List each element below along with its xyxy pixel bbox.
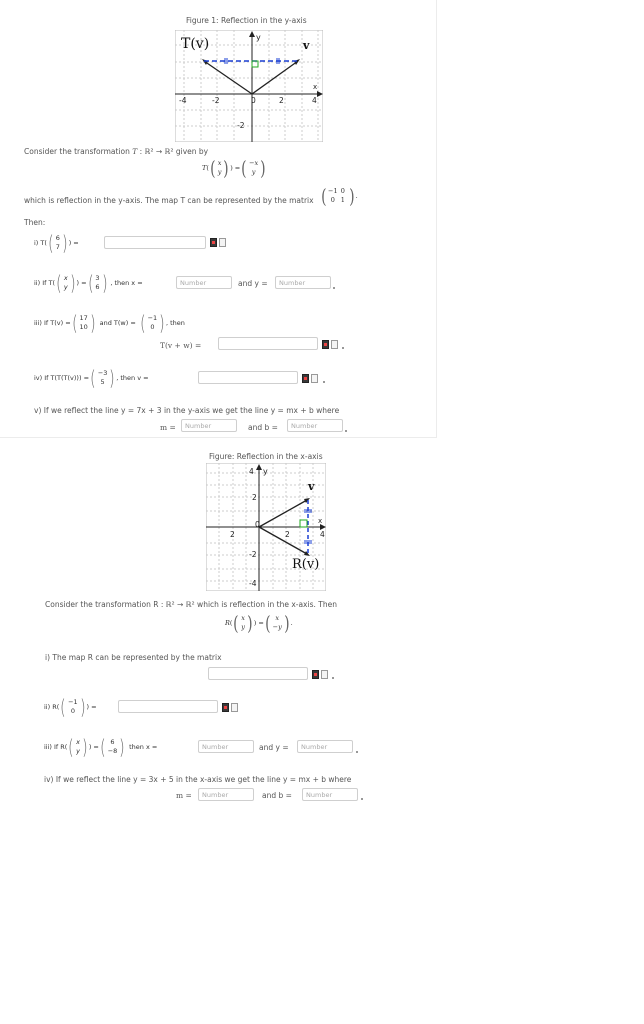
rv-label: R(v) (292, 557, 320, 572)
x-axis-label: x (318, 517, 323, 525)
x-tick-2: 2 (279, 96, 284, 105)
matrix-t: ( −1 0 0 1 ) . (321, 184, 358, 208)
representation-text: which is reflection in the y-axis. The map T can be represented by the matrix (24, 196, 314, 205)
q3-answer-input[interactable] (218, 337, 318, 350)
q2-x-input[interactable]: Number (176, 276, 232, 289)
figure2-caption: Figure: Reflection in the x-axis (209, 452, 323, 461)
period (342, 347, 344, 349)
consider-t-line: Consider the transformation T : ℝ² → ℝ² given by (24, 147, 209, 156)
x-tick-m2: -2 (212, 96, 220, 105)
matrix-entry-icon[interactable] (322, 340, 329, 349)
matrix-entry-icon[interactable] (210, 238, 217, 247)
x-tick-4: 4 (320, 530, 325, 539)
s2-q1-tools (312, 670, 328, 679)
s2-q4-b-input[interactable]: Number (302, 788, 358, 801)
q1-answer-input[interactable] (104, 236, 206, 249)
s2-q3-y-input[interactable]: Number (297, 740, 353, 753)
q5-text: v) If we reflect the line y = 7x + 3 in the y-axis we get the line y = mx + b where (34, 406, 340, 415)
s2-q2-tools (222, 703, 238, 712)
y-tick-4: 4 (249, 467, 254, 476)
s2-q2-answer-input[interactable] (118, 700, 218, 713)
t-definition: T ( ( x y ) ) = ( −x y ) (202, 156, 266, 180)
consider-r-line: Consider the transformation R : ℝ² → ℝ² which is reflection in the x-axis. Then (45, 600, 337, 609)
q3-tools (322, 340, 338, 349)
period (333, 287, 335, 289)
y-tick-m2: -2 (237, 121, 245, 130)
then-label: Then: (24, 218, 46, 227)
s2-q3-and-y-label: and y = (259, 743, 289, 752)
v-label: v (308, 480, 315, 493)
x-axis-label: x (313, 83, 318, 91)
s2-q4-m-input[interactable]: Number (198, 788, 254, 801)
s2-q3-expression: iii) If R( ( x y ) ) = ( 6 −8 ) then x = (44, 735, 158, 759)
q3-expression: iii) If T(v) = ( 17 10 ) and T(w) = ( −1 0 ) , then (34, 311, 185, 335)
x-tick-m2: 2 (230, 530, 235, 539)
s2-q4-m-label: m = (176, 791, 192, 800)
q5-b-input[interactable]: Number (287, 419, 343, 432)
v-label: v (303, 39, 310, 52)
x-tick-0: 0 (255, 520, 260, 529)
s2-q2-expression: ii) R( ( −1 0 ) ) = (44, 695, 97, 719)
tv-label: T(v) (181, 36, 210, 52)
preview-icon[interactable] (311, 374, 318, 383)
period (356, 751, 358, 753)
q4-answer-input[interactable] (198, 371, 298, 384)
figure2-plot (206, 463, 326, 591)
matrix-entry-icon[interactable] (222, 703, 229, 712)
preview-icon[interactable] (321, 670, 328, 679)
s2-q1-text: i) The map R can be represented by the matrix (45, 653, 222, 662)
q3-line2: T(v + w) = (160, 341, 202, 350)
x-tick-4: 4 (312, 96, 317, 105)
y-tick-m4: -4 (249, 579, 257, 588)
period (323, 381, 325, 383)
x-tick-0: 0 (251, 96, 256, 105)
q2-and-y-label: and y = (238, 279, 268, 288)
q1-expression: i) T( ( 6 7 ) ) = (34, 231, 79, 255)
q5-m-input[interactable]: Number (181, 419, 237, 432)
period (345, 430, 347, 432)
q5-and-b-label: and b = (248, 423, 278, 432)
s2-q4-and-b-label: and b = (262, 791, 292, 800)
q4-expression: iv) If T(T(T(v))) = ( −3 5 ) , then v = (34, 366, 149, 390)
preview-icon[interactable] (219, 238, 226, 247)
s2-q4-text: iv) If we reflect the line y = 3x + 5 in the x-axis we get the line y = mx + b where (44, 775, 352, 784)
y-tick-2: 2 (252, 493, 257, 502)
period (361, 798, 363, 800)
y-axis-label: y (263, 467, 268, 476)
y-tick-m2: -2 (249, 550, 257, 559)
r-definition: R ( ( x y ) ) = ( x −y ) . (225, 611, 293, 635)
preview-icon[interactable] (331, 340, 338, 349)
s2-q1-answer-input[interactable] (208, 667, 308, 680)
y-axis-label: y (256, 33, 261, 42)
x-tick-2: 2 (285, 530, 290, 539)
q5-m-label: m = (160, 423, 176, 432)
period (332, 677, 334, 679)
matrix-entry-icon[interactable] (302, 374, 309, 383)
x-tick-m4: -4 (179, 96, 187, 105)
q2-expression: ii) If T( ( x y ) ) = ( 3 6 ) , then x = (34, 271, 143, 295)
figure1-plot (175, 30, 323, 142)
q4-tools (302, 374, 318, 383)
preview-icon[interactable] (231, 703, 238, 712)
q2-y-input[interactable]: Number (275, 276, 331, 289)
figure1-caption: Figure 1: Reflection in the y-axis (186, 16, 307, 25)
s2-q3-x-input[interactable]: Number (198, 740, 254, 753)
matrix-entry-icon[interactable] (312, 670, 319, 679)
q1-tools (210, 238, 226, 247)
